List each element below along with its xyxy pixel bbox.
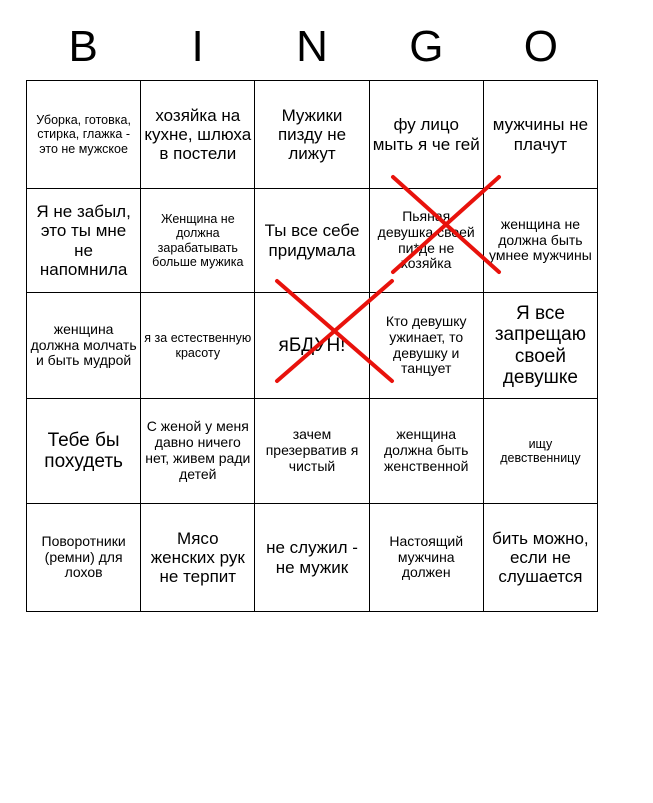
bingo-cell-text: Настоящий мужчина должен [389,532,464,581]
bingo-cell-text: бить можно, если не слушается [492,528,589,587]
bingo-cell-text: Я все запрещаю своей девушке [494,302,586,388]
bingo-cell-text: Женщина не должна зарабатывать больше мужика [152,212,244,269]
bingo-cell-marked[interactable] [370,189,484,293]
bingo-header [26,14,598,80]
bingo-cell[interactable] [484,399,598,504]
bingo-cell-text: Я не забыл, это ты мне не напомнила [36,202,131,279]
bingo-row [27,399,598,504]
bingo-cell[interactable] [370,504,484,612]
bingo-cell[interactable] [255,399,369,504]
bingo-cell[interactable] [141,399,255,504]
bingo-row [27,189,598,293]
bingo-cell[interactable] [255,81,369,189]
bingo-cell[interactable] [370,293,484,399]
bingo-cell[interactable] [370,81,484,189]
bingo-cell-text: Кто девушку ужинает, то девушку и танцует [385,312,467,377]
bingo-cell[interactable] [141,504,255,612]
bingo-cell-text: С женой у меня давно ничего нет, живем ради детей [145,418,251,482]
bingo-cell-text: Ты все себе придумала [264,221,360,260]
bingo-cell-text: Пьяная девушка своей пи*де не хозяйка [377,207,475,272]
bingo-cell-text: яБДУН! [278,334,346,356]
header-letter-o: O [523,22,558,71]
bingo-cell-text: Поворотники (ремни) для лохов [41,532,126,581]
bingo-row [27,504,598,612]
bingo-cell-text: Уборка, готовка, стирка, глажка - это не мужское [36,113,131,156]
bingo-cell-text: женщина не должна быть умнее мужчины [489,215,592,264]
bingo-cell[interactable] [141,293,255,399]
bingo-cell[interactable] [484,81,598,189]
bingo-grid [26,80,598,612]
bingo-cell-marked[interactable] [255,293,369,399]
bingo-cell-text: женщина должна быть женственной [383,426,469,474]
bingo-cell-text: Мясо женских рук не терпит [150,528,245,587]
bingo-cell[interactable] [484,504,598,612]
header-letter-g: G [409,22,444,71]
bingo-cell[interactable] [141,189,255,293]
bingo-cell[interactable] [27,189,141,293]
header-letter-b: B [68,22,98,71]
bingo-cell[interactable] [255,504,369,612]
header-letter-n: N [296,22,328,71]
bingo-card [26,14,598,612]
bingo-cell-text: хозяйка на кухне, шлюха в постели [144,105,252,164]
bingo-cell[interactable] [27,293,141,399]
bingo-cell-text: Мужики пизду не лижут [277,105,347,164]
bingo-cell[interactable] [484,189,598,293]
bingo-cell-text: фу лицо мыть я че гей [372,115,480,154]
bingo-cell[interactable] [27,504,141,612]
bingo-cell-text: мужчины не плачут [492,115,589,154]
bingo-row [27,81,598,189]
bingo-cell-text: я за естественную красоту [144,331,252,360]
bingo-cell-text: не служил - не мужик [266,538,358,577]
bingo-cell[interactable] [255,189,369,293]
bingo-cell[interactable] [484,293,598,399]
bingo-cell-text: женщина должна молчать и быть мудрой [30,320,137,369]
bingo-cell[interactable] [27,399,141,504]
bingo-row [27,293,598,399]
bingo-cell[interactable] [141,81,255,189]
bingo-cell[interactable] [370,399,484,504]
bingo-cell-text: ищу девственницу [500,436,581,465]
bingo-cell-text: Тебе бы похудеть [44,429,123,472]
bingo-cell[interactable] [27,81,141,189]
bingo-cell-text: зачем презерватив я чистый [265,426,359,474]
header-letter-i: I [191,22,204,71]
